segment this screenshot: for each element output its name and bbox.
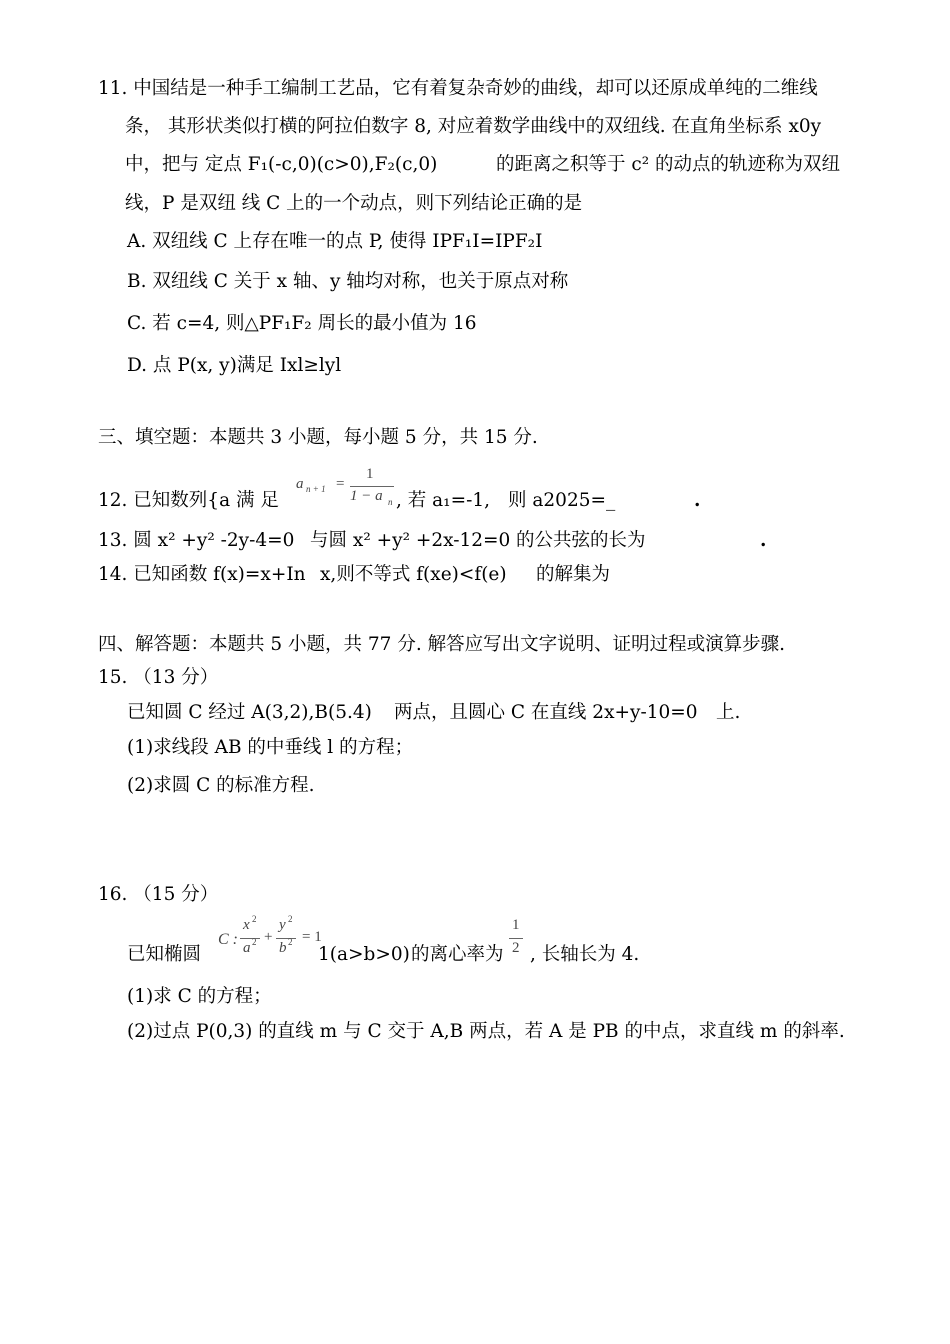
q11-option-d: D. 点 P(x, y)满足 Ixl≥lyl bbox=[127, 355, 342, 376]
q15-stem-b: 两点，且圆心 C 在直线 2x+y-10=0 bbox=[394, 702, 698, 723]
section-3-heading: 三、填空题：本题共 3 小题，每小题 5 分，共 15 分. bbox=[98, 427, 538, 448]
q16-stem-c: 的离心率为 bbox=[411, 944, 504, 965]
q12-formula-sub: n + 1 bbox=[306, 484, 326, 494]
q16-eq-b: b bbox=[279, 940, 287, 956]
q15-heading: 15. （13 分） bbox=[98, 667, 219, 688]
q16-eq-plus: + bbox=[264, 929, 273, 945]
q14-part-b: x,则不等式 f(xe)<f(e) bbox=[320, 564, 507, 585]
q16-eq-y-sq: 2 bbox=[288, 914, 293, 924]
q15-part-2: (2)求圆 C 的标准方程. bbox=[127, 775, 315, 796]
q11-line4: 线，P 是双纽 线 C 上的一个动点，则下列结论正确的是 bbox=[125, 193, 583, 214]
q16-eq-a: a bbox=[243, 940, 251, 956]
q12-formula-num: 1 bbox=[366, 466, 374, 482]
q15-stem-c: 上. bbox=[716, 702, 741, 723]
q16-frac-bar-1 bbox=[240, 938, 260, 939]
q16-eq-eq: = 1 bbox=[302, 929, 322, 945]
q16-eq-x: x bbox=[243, 917, 250, 933]
q16-part-1: (1)求 C 的方程； bbox=[127, 986, 272, 1007]
q11-line3a: 中，把与 定点 F₁(-c,0)(c>0),F₂(c,0) bbox=[125, 154, 438, 175]
q14-part-a: 14. 已知函数 f(x)=x+In bbox=[98, 564, 306, 585]
q16-heading: 16. （15 分） bbox=[98, 884, 219, 905]
q12-formula-lhs: a bbox=[296, 476, 304, 492]
q16-half-bar bbox=[509, 938, 523, 939]
q16-eq-y: y bbox=[279, 917, 286, 933]
q13-part-b: 与圆 x² +y² +2x-12=0 bbox=[310, 530, 511, 551]
q13-part-c: 的公共弦的长为 bbox=[516, 530, 646, 551]
q12-formula-den-sub: n bbox=[388, 497, 393, 507]
q16-eq-x-sq: 2 bbox=[252, 914, 257, 924]
q11-line2: 条， 其形状类似打横的阿拉伯数字 8, 对应着数学曲线中的双纽线. 在直角坐标系 x0y bbox=[125, 116, 822, 137]
q16-stem-a: 已知椭圆 bbox=[127, 944, 202, 965]
q15-stem-a: 已知圆 C 经过 A(3,2),B(5.4) bbox=[127, 702, 372, 723]
q12-formula-eq: = bbox=[336, 476, 345, 492]
q16-eq-c: C : bbox=[218, 931, 238, 948]
q16-part-2: (2)过点 P(0,3) 的直线 m 与 C 交于 A,B 两点，若 A 是 PB 的中点，求直线 m 的斜率. bbox=[127, 1021, 845, 1042]
q13-dot: . bbox=[760, 530, 767, 551]
q12-then: 则 a2025=_ bbox=[508, 490, 616, 511]
q12-prefix: 12. 已知数列{a 满 足 bbox=[98, 490, 279, 511]
q12-formula-den: 1 − a bbox=[350, 488, 383, 504]
q11-line3b: 的距离之积等于 c² 的动点的轨迹称为双纽 bbox=[496, 154, 841, 175]
q11-option-b: B. 双纽线 C 关于 x 轴、y 轴均对称，也关于原点对称 bbox=[127, 271, 569, 292]
q16-eq-b-sq: 2 bbox=[288, 937, 293, 947]
q12-dot: . bbox=[694, 490, 701, 511]
q16-stem-d: , 长轴长为 4. bbox=[530, 944, 640, 965]
q16-eq-a-sq: 2 bbox=[252, 937, 257, 947]
q16-frac-bar-2 bbox=[276, 938, 296, 939]
q16-half-den: 2 bbox=[512, 940, 520, 956]
q15-part-1: (1)求线段 AB 的中垂线 l 的方程； bbox=[127, 737, 414, 758]
q11-option-c: C. 若 c=4, 则△PF₁F₂ 周长的最小值为 16 bbox=[127, 313, 477, 334]
q13-part-a: 13. 圆 x² +y² -2y-4=0 bbox=[98, 530, 295, 551]
q11-option-a: A. 双纽线 C 上存在唯一的点 P, 使得 IPF₁I=IPF₂I bbox=[127, 231, 543, 252]
q12-fraction-bar bbox=[350, 486, 394, 487]
section-4-heading: 四、解答题：本题共 5 小题，共 77 分. 解答应写出文字说明、证明过程或演算步骤. bbox=[98, 634, 785, 655]
q12-suffix: , 若 a₁=-1, bbox=[396, 490, 490, 511]
q16-stem-b: 1(a>b>0) bbox=[318, 944, 410, 965]
q11-line1: 11. 中国结是一种手工编制工艺品，它有着复杂奇妙的曲线，却可以还原成单纯的二维线 bbox=[98, 78, 818, 99]
q16-half-num: 1 bbox=[512, 917, 520, 933]
q14-part-c: 的解集为 bbox=[536, 564, 611, 585]
